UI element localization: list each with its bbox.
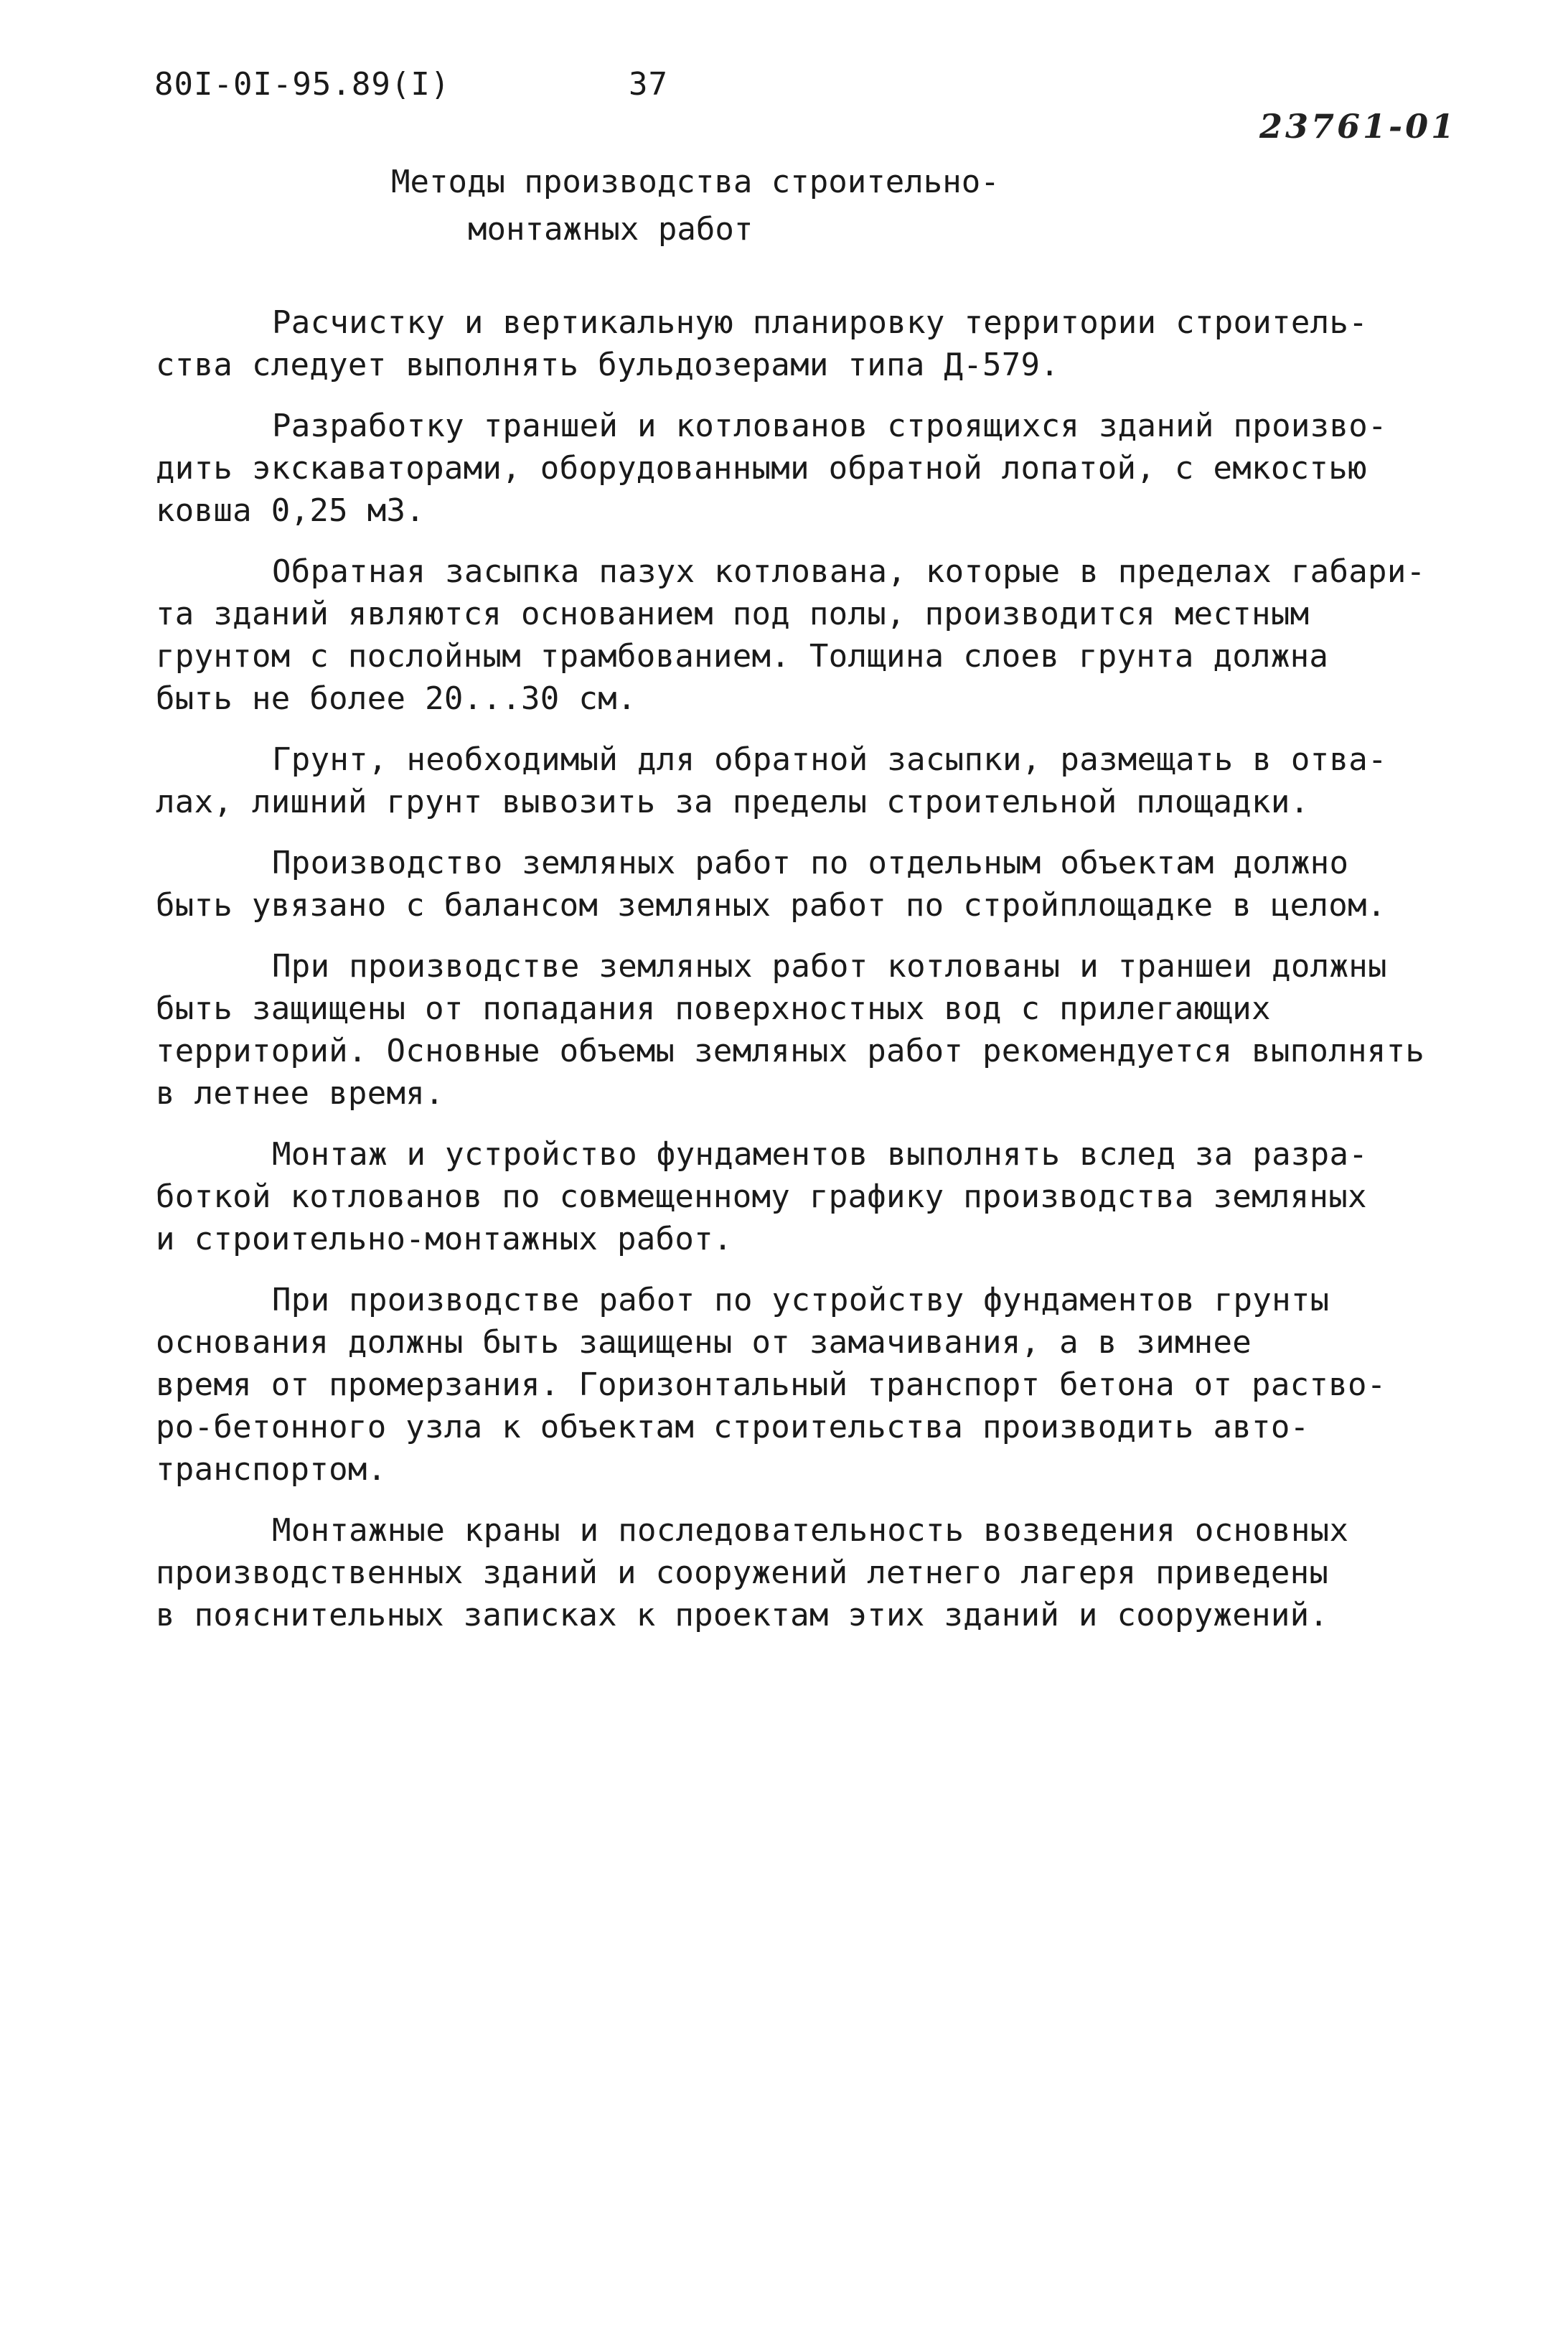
paragraph [156, 550, 1455, 720]
paragraph-line: Монтажные краны и последовательность возведения основных [272, 1512, 1349, 1549]
paragraph-line: территорий. Основные объемы земляных работ рекомендуется выполнять [156, 1033, 1425, 1069]
section-title-line-1: Методы производства строительно- [391, 164, 1000, 200]
paragraph [156, 945, 1455, 1115]
paragraph-line: Обратная засыпка пазух котлована, которые в пределах габари- [272, 553, 1426, 590]
paragraph-line: дить экскаваторами, оборудованными обратной лопатой, с емкостью [156, 450, 1367, 487]
paragraph-line: Разработку траншей и котлованов строящихся зданий произво- [272, 408, 1387, 444]
paragraph-line: ства следует выполнять бульдозерами типа Д-579. [156, 347, 1060, 383]
paragraph-line: основания должны быть защищены от замачивания, а в зимнее [156, 1324, 1252, 1361]
paragraph-line: та зданий являются основанием под полы, производится местным [156, 596, 1310, 632]
paragraph [156, 1279, 1455, 1491]
paragraph-line: быть не более 20...30 см. [156, 680, 637, 717]
document-code: 80I-0I-95.89(I) [154, 66, 451, 103]
paragraph [156, 301, 1455, 386]
body-text [156, 301, 1455, 1655]
section-title-line-2: монтажных работ [468, 211, 754, 248]
paragraph-line: Расчистку и вертикальную планировку территории строитель- [272, 304, 1369, 341]
paragraph-line: производственных зданий и сооружений летнего лагеря приведены [156, 1554, 1329, 1591]
page-number: 37 [629, 66, 668, 103]
paragraph-line: лах, лишний грунт вывозить за пределы строительной площадки. [156, 784, 1310, 820]
paragraph-line: ковша 0,25 м3. [156, 492, 426, 529]
paragraph-line: Грунт, необходимый для обратной засыпки, размещать в отва- [272, 741, 1387, 778]
paragraph [156, 1509, 1455, 1636]
paragraph-line: время от промерзания. Горизонтальный транспорт бетона от раство- [156, 1366, 1386, 1403]
paragraph-line: Производство земляных работ по отдельным объектам должно [272, 845, 1349, 881]
paragraph-line: быть защищены от попадания поверхностных вод с прилегающих [156, 990, 1271, 1027]
archive-number: 23761-01 [1259, 107, 1457, 146]
paragraph-line: грунтом с послойным трамбованием. Толщина слоев грунта должна [156, 638, 1329, 675]
paragraph-line: При производстве земляных работ котлованы и траншеи должны [272, 948, 1387, 985]
paragraph [156, 842, 1455, 927]
paragraph-line: в летнее время. [156, 1075, 444, 1112]
paragraph [156, 405, 1455, 532]
paragraph-line: Монтаж и устройство фундаментов выполнять вслед за разра- [272, 1136, 1369, 1173]
paragraph-line: боткой котлованов по совмещенному графику производства земляных [156, 1178, 1367, 1215]
paragraph [156, 1133, 1455, 1260]
paragraph [156, 738, 1455, 823]
paragraph-line: в пояснительных записках к проектам этих зданий и сооружений. [156, 1597, 1329, 1633]
paragraph-line: При производстве работ по устройству фундаментов грунты [272, 1282, 1330, 1318]
paragraph-line: транспортом. [156, 1451, 387, 1488]
paragraph-line: и строительно-монтажных работ. [156, 1221, 733, 1257]
paragraph-line: ро-бетонного узла к объектам строительства производить авто- [156, 1409, 1310, 1445]
paragraph-line: быть увязано с балансом земляных работ по стройплощадке в целом. [156, 887, 1386, 924]
